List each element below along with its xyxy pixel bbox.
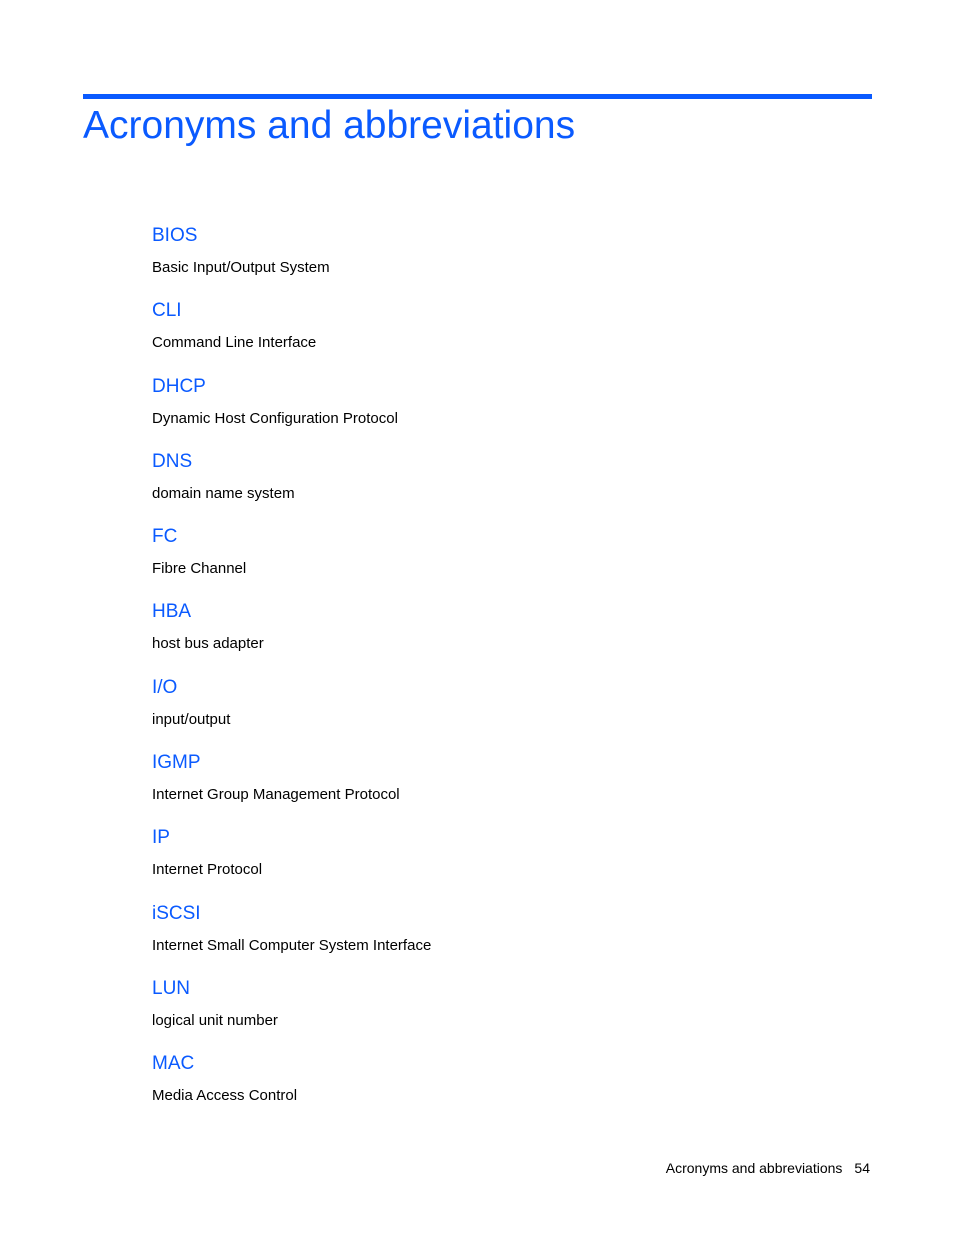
- footer-section-title: Acronyms and abbreviations: [665, 1160, 843, 1176]
- glossary-term: DHCP: [152, 375, 206, 397]
- glossary-term: BIOS: [152, 225, 198, 246]
- glossary-definition: input/output: [152, 710, 231, 728]
- glossary-definition: Basic Input/Output System: [152, 259, 330, 276]
- glossary-definition: Internet Protocol: [152, 861, 263, 879]
- glossary-term: CLI: [152, 300, 182, 322]
- glossary-definition: domain name system: [152, 484, 295, 502]
- glossary-term: IGMP: [152, 752, 201, 774]
- glossary-term: I/O: [152, 676, 178, 698]
- page-title: Acronyms and abbreviations: [83, 104, 576, 147]
- glossary-definition: Internet Small Computer System Interface: [152, 936, 432, 954]
- glossary-entry: [152, 449, 852, 524]
- glossary-term: FC: [152, 526, 178, 548]
- page-footer: [666, 1158, 870, 1178]
- glossary-definition: logical unit number: [152, 1011, 278, 1029]
- glossary-definition: Command Line Interface: [152, 334, 317, 352]
- glossary-definition: Dynamic Host Configuration Protocol: [152, 409, 398, 427]
- glossary-definition: Fibre Channel: [152, 560, 247, 578]
- glossary-entry: [152, 750, 852, 825]
- glossary-term: LUN: [152, 977, 191, 999]
- glossary-entry: [152, 298, 852, 373]
- glossary-entry: [152, 524, 852, 599]
- glossary-entry: [152, 675, 852, 750]
- page-number: 54: [854, 1160, 870, 1176]
- glossary-definition: Internet Group Management Protocol: [152, 786, 400, 804]
- glossary-term: IP: [152, 827, 170, 849]
- glossary-entry: [152, 599, 852, 674]
- glossary-term: MAC: [152, 1053, 195, 1075]
- glossary-entry: [152, 976, 852, 1051]
- glossary-term: iSCSI: [152, 902, 201, 924]
- glossary-entry: [152, 901, 852, 976]
- glossary-definition: host bus adapter: [152, 635, 264, 653]
- glossary-entry: [152, 223, 852, 298]
- glossary-term: HBA: [152, 601, 192, 623]
- glossary-entry: [152, 1051, 852, 1126]
- glossary-term: DNS: [152, 450, 193, 472]
- glossary-entry: [152, 825, 852, 900]
- title-rule: [83, 94, 872, 99]
- glossary-list: [152, 223, 852, 1127]
- glossary-entry: [152, 374, 852, 449]
- glossary-definition: Media Access Control: [152, 1087, 298, 1105]
